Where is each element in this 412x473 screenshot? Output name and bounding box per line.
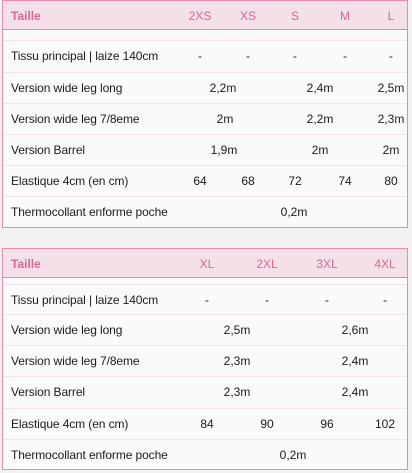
cell-value: - <box>383 293 387 307</box>
cell-value: - <box>205 293 209 307</box>
header-size: S <box>290 9 300 23</box>
table-row <box>3 40 407 71</box>
cell-value: 2,2m <box>209 81 237 95</box>
cell-value: 2m <box>216 112 234 126</box>
row-label: Elastique 4cm (en cm) <box>11 174 129 188</box>
row-label: Elastique 4cm (en cm) <box>11 417 129 431</box>
cell-value: 2,3m <box>223 354 251 368</box>
cell-value: 2,4m <box>341 354 369 368</box>
header-size: 2XL <box>256 257 278 271</box>
cell-value: 2,3m <box>223 385 251 399</box>
row-label: Thermocollant enforme poche <box>11 205 168 219</box>
row-label: Version wide leg long <box>11 323 123 337</box>
header-size: 3XL <box>316 257 338 271</box>
header-label: Taille <box>11 9 41 23</box>
table-row <box>3 72 407 103</box>
row-label: Version wide leg 7/8eme <box>11 112 140 126</box>
header-size: M <box>340 9 350 23</box>
table-row <box>3 408 407 439</box>
table-row <box>3 134 407 165</box>
cell-value: 2,6m <box>341 323 369 337</box>
cell-value: 68 <box>241 174 255 188</box>
cell-value: 2,5m <box>223 323 251 337</box>
cell-value: 2,3m <box>377 112 405 126</box>
cell-value: 80 <box>384 174 398 188</box>
table-row <box>3 314 407 345</box>
cell-value: - <box>343 49 347 63</box>
cell-value: 0,2m <box>279 448 307 462</box>
row-label: Version Barrel <box>11 143 85 157</box>
table-row <box>3 345 407 376</box>
table-row <box>3 439 407 470</box>
row-label: Version wide leg 7/8eme <box>11 354 140 368</box>
size-table-xl-4xl <box>2 248 408 470</box>
cell-value: 72 <box>288 174 302 188</box>
cell-value: 90 <box>260 417 274 431</box>
table-row <box>3 103 407 134</box>
cell-value: - <box>389 49 393 63</box>
cell-value: 84 <box>200 417 214 431</box>
size-table-xs-l <box>2 0 408 228</box>
table-header <box>3 1 407 30</box>
cell-value: 2,5m <box>377 81 405 95</box>
cell-value: 0,2m <box>280 205 308 219</box>
header-size: L <box>387 9 395 23</box>
table-row <box>3 376 407 407</box>
header-size: 2XS <box>188 9 212 23</box>
cell-value: 2,4m <box>341 385 369 399</box>
header-size: XL <box>199 257 215 271</box>
cell-value: 2,4m <box>306 81 334 95</box>
row-label: Tissu principal | laize 140cm <box>11 49 159 63</box>
cell-value: - <box>246 49 250 63</box>
cell-value: - <box>198 49 202 63</box>
cell-value: 64 <box>193 174 207 188</box>
row-label: Version Barrel <box>11 385 85 399</box>
cell-value: 96 <box>320 417 334 431</box>
row-label: Version wide leg long <box>11 81 123 95</box>
cell-value: 1,9m <box>210 143 238 157</box>
cell-value: 74 <box>338 174 352 188</box>
row-label: Thermocollant enforme poche <box>11 448 168 462</box>
table-row <box>3 165 407 196</box>
cell-value: - <box>293 49 297 63</box>
header-size: 4XL <box>374 257 396 271</box>
header-size: XS <box>239 9 257 23</box>
header-label: Taille <box>11 257 41 271</box>
table-row <box>3 196 407 227</box>
row-label: Tissu principal | laize 140cm <box>11 293 159 307</box>
cell-value: - <box>265 293 269 307</box>
cell-value: 2m <box>311 143 329 157</box>
cell-value: - <box>325 293 329 307</box>
cell-value: 2m <box>382 143 400 157</box>
cell-value: 2,2m <box>306 112 334 126</box>
cell-value: 102 <box>374 417 396 431</box>
table-row <box>3 284 407 315</box>
table-header <box>3 249 407 278</box>
